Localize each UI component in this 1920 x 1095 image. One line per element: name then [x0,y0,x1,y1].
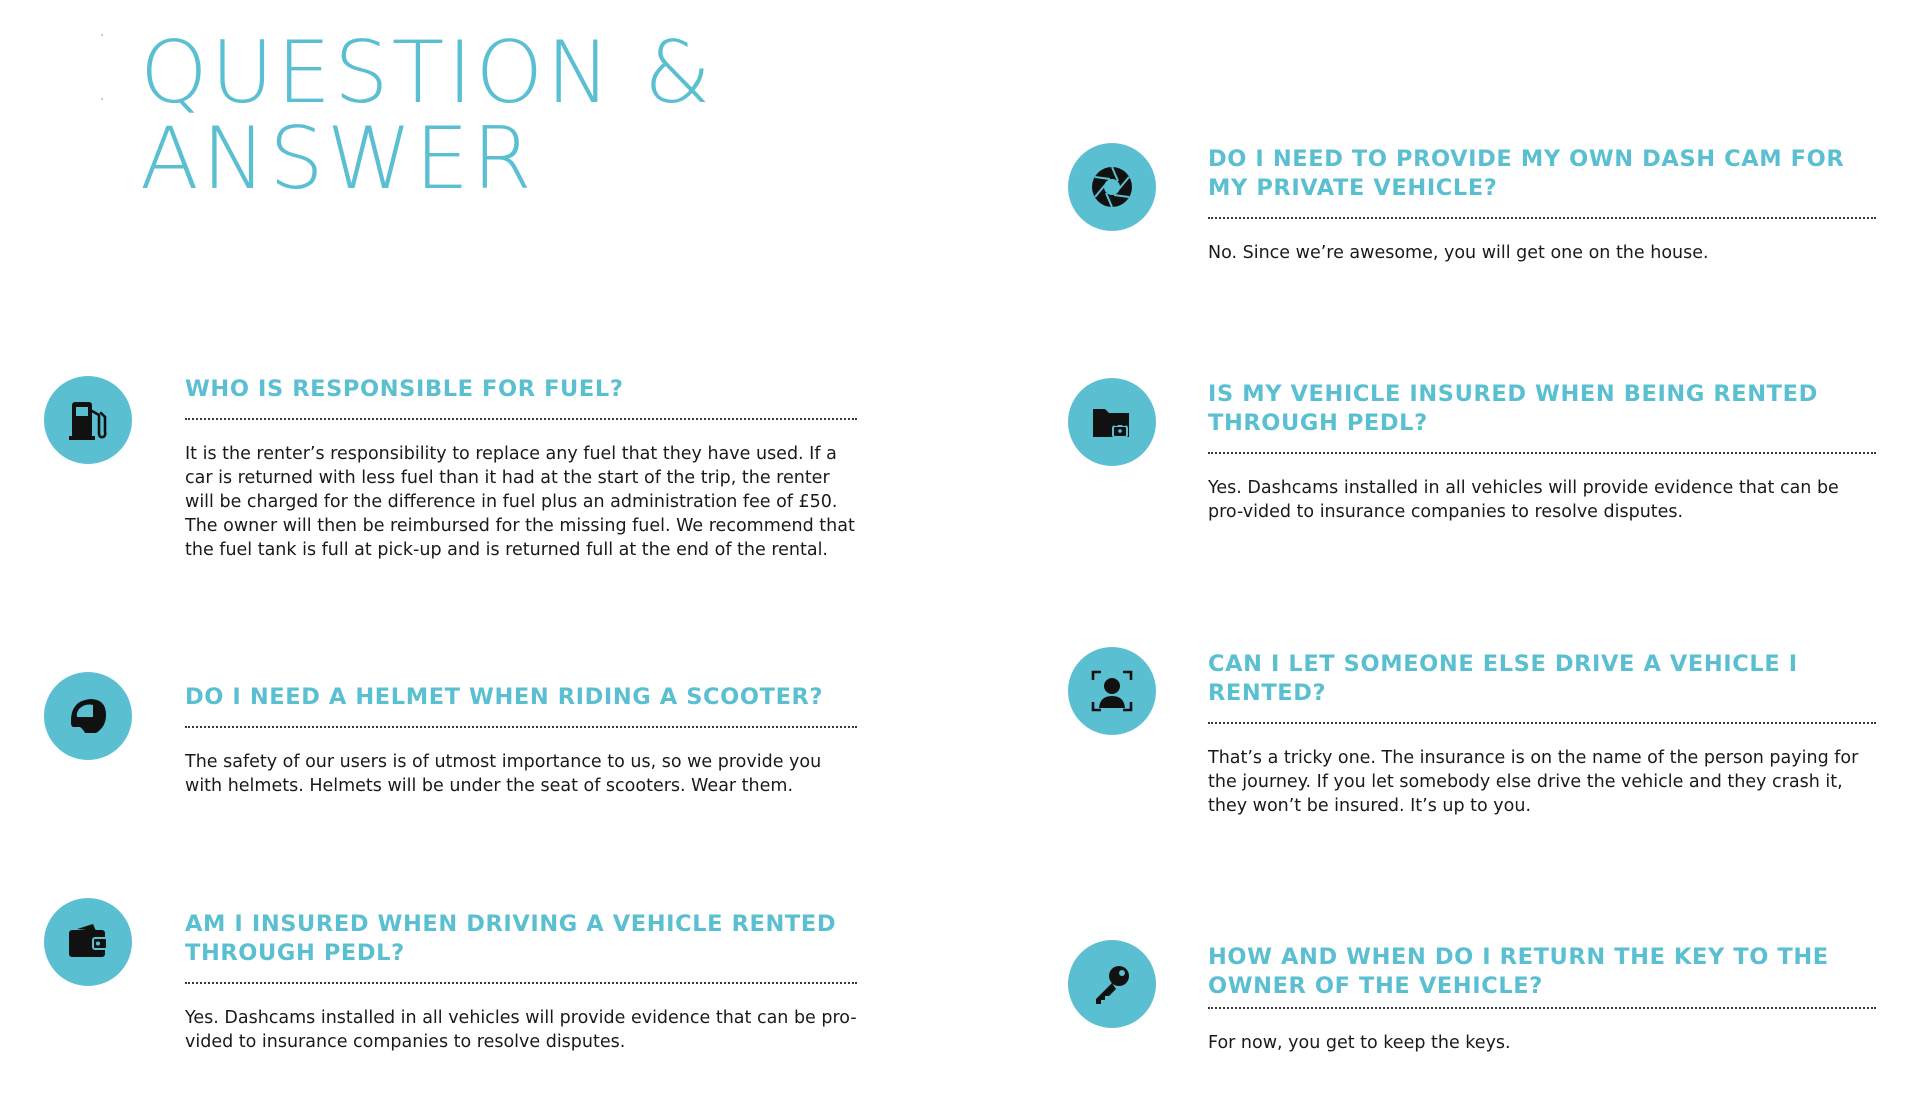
face-scan-icon [1068,647,1156,735]
question: CAN I LET SOMEONE ELSE DRIVE A VEHICLE I RENTED? [1208,651,1798,706]
divider [1208,217,1876,219]
question: AM I INSURED WHEN DRIVING A VEHICLE RENTED THROUGH PEDL? [185,911,837,966]
decorative-dot [101,34,103,36]
page-title-line-2: ANSWER [140,109,535,209]
camera-aperture-icon [1068,143,1156,231]
divider [185,726,857,728]
answer: No. Since we’re awesome, you will get one on the house. [1208,243,1709,263]
divider [185,982,857,984]
divider [1208,452,1876,454]
question: HOW AND WHEN DO I RETURN THE KEY TO THE OWNER OF THE VEHICLE? [1208,944,1829,999]
locked-folder-icon [1068,378,1156,466]
helmet-icon [44,672,132,760]
answer: That’s a tricky one. The insurance is on the name of the person paying for the journey. If you let somebody else drive the vehicle and they crash it, they won’t be insured. It’s up to you. [1208,748,1859,816]
page-title-line-1: QUESTION & [140,23,714,123]
wallet-icon [44,898,132,986]
decorative-dot [101,98,103,100]
answer: Yes. Dashcams installed in all vehicles will provide evidence that can be pro-vided to insurance companies to resolve disputes. [1208,478,1839,522]
divider [1208,722,1876,724]
question: DO I NEED TO PROVIDE MY OWN DASH CAM FOR MY PRIVATE VEHICLE? [1208,146,1845,201]
answer: The safety of our users is of utmost importance to us, so we provide you with helmets. Helmets will be under the seat of scooters. Wear them. [185,752,822,796]
page-title [140,23,714,209]
fuel-pump-icon [44,376,132,464]
divider [185,418,857,420]
answer: It is the renter’s responsibility to replace any fuel that they have used. If a car is returned with less fuel than it had at the start of the trip, the renter will be charged for the difference in fuel plus an administration fee of £50. The owner will then be reimbursed for the missing fuel. We recommend that the fuel tank is full at pick-up and is returned full at the end of the rental. [185,444,855,560]
answer: For now, you get to keep the keys. [1208,1033,1511,1053]
question: IS MY VEHICLE INSURED WHEN BEING RENTED THROUGH PEDL? [1208,381,1818,436]
question: DO I NEED A HELMET WHEN RIDING A SCOOTER? [185,684,824,710]
divider [1208,1007,1876,1009]
answer: Yes. Dashcams installed in all vehicles will provide evidence that can be pro-vided to insurance companies to resolve disputes. [185,1008,857,1052]
question: WHO IS RESPONSIBLE FOR FUEL? [185,376,624,402]
key-icon [1068,940,1156,1028]
